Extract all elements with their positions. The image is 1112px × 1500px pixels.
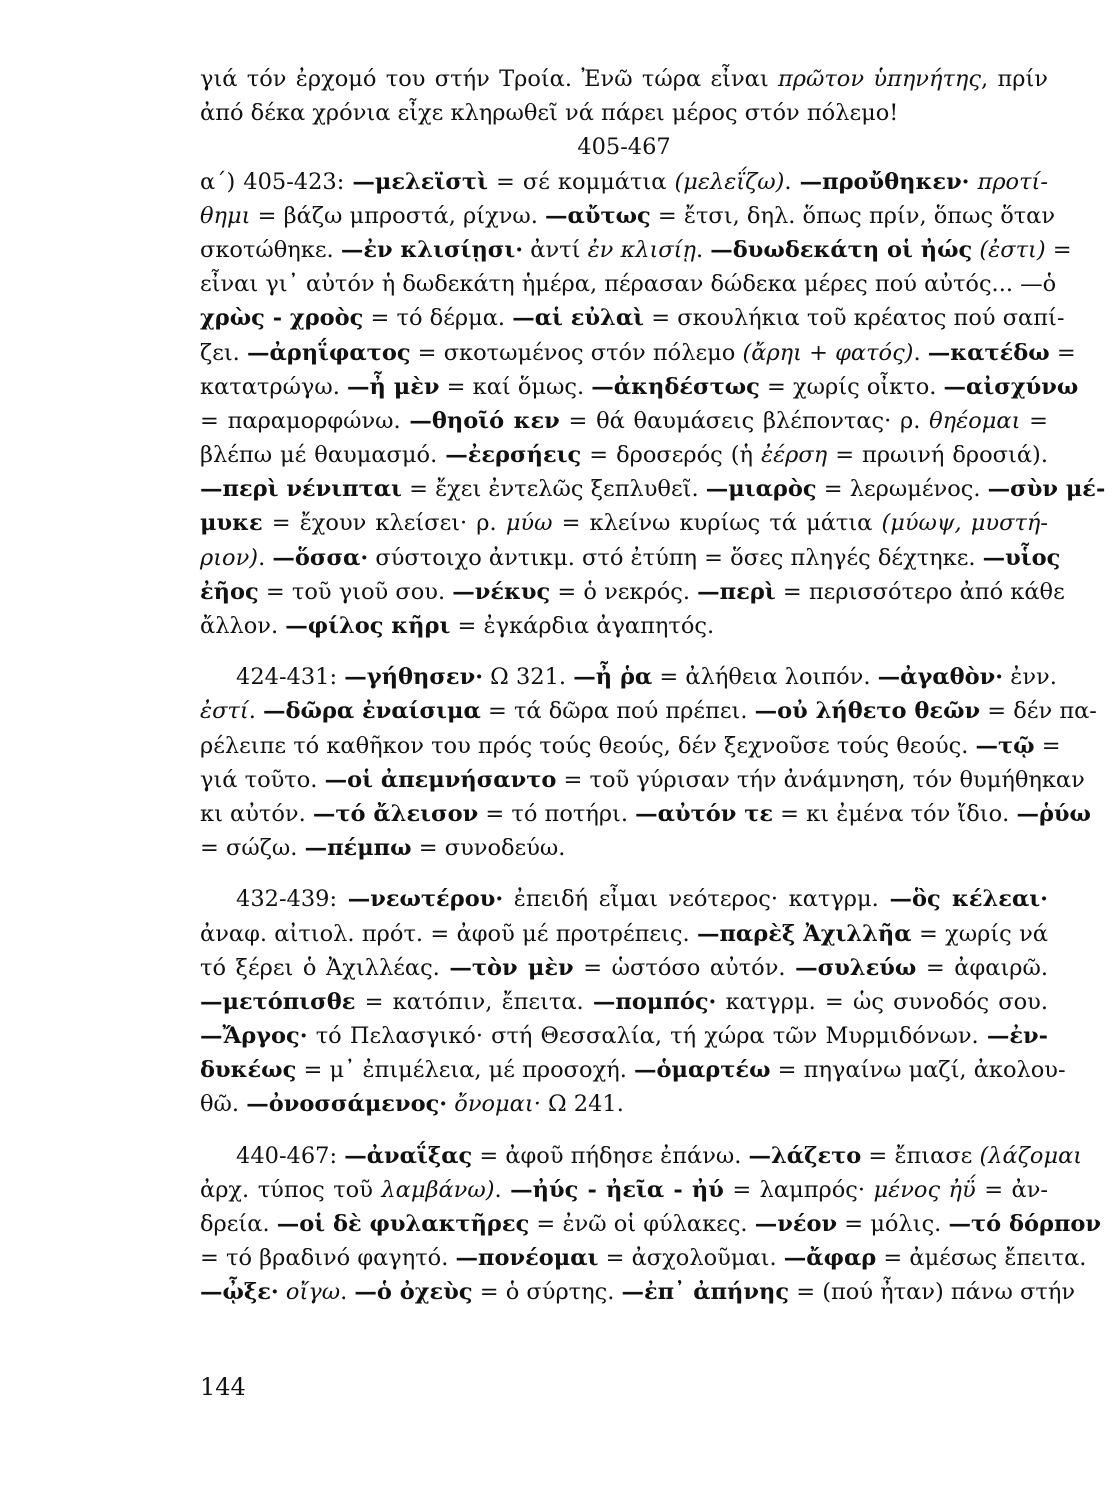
text-run: . [340,1279,355,1306]
lemma-bold: —νέον [754,1211,838,1237]
term-italic: λαμβάνω) [381,1176,495,1203]
lemma-bold: —ἐν κλισίῃσι· [340,236,524,263]
text-run: ἐνν. [1003,664,1057,691]
text-run: = βάζω μπροστά, ρίχνω. [250,202,546,229]
text-run: ἀρχ. τύπος τοῦ [200,1176,382,1203]
term-italic: ἐέρση [761,442,828,469]
text-line [200,882,1048,916]
text-run: = (πού ἦταν) πάνω στήν [789,1279,1075,1306]
text-line [200,1275,1075,1309]
text-run: = κι ἐμένα τόν ἴδιο. [773,800,1017,827]
text-run: τό ξέρει ὁ Ἀχιλλέας. [200,954,450,981]
text-line [200,199,1056,233]
text-line [200,438,1048,472]
text-run: γιά τοῦτο. [200,766,325,793]
term-italic: ἐν κλισίῃ [587,236,696,263]
text-run: Ω 241. [540,1091,624,1118]
lemma-bold: —ἀκηδέστως [591,373,760,400]
text-run [970,169,978,195]
text-line [200,336,1076,370]
lemma-bold: —ἦ ῥα [573,664,653,691]
text-run: = παραμορφώνω. [200,407,410,434]
text-run: = περισσότερο ἀπό κάθε [775,578,1065,605]
text-line [200,729,1061,763]
lemma-bold: —οὐ λήθετο θεῶν [754,698,981,725]
lemma-bold: —ἐν- [986,1023,1048,1050]
text-block [200,62,1106,1310]
text-run: . [695,236,711,263]
text-run: 424-431: [236,664,345,691]
text-run: = τό ποτήρι. [478,800,636,827]
text-run: = σώζω. [200,835,305,862]
text-run: σύστοιχο ἀντικμ. στό ἐτύπη = ὅσες πληγές δέχτηκε. [368,544,983,571]
text-run: εἶναι γι᾽ αὐτόν ἡ δωδεκάτη ἡμέρα, πέρασαν δώδεκα μέρες πού αὐτός... —ὁ [200,271,1057,298]
lemma-bold: —σὺν μέ- [987,476,1106,503]
text-run: = τοῦ γιοῦ σου. [258,578,453,605]
text-run: = ἔτσι, δηλ. ὅπως πρίν, ὅπως ὅταν [650,202,1056,229]
term-italic: ριον) [200,544,259,571]
lemma-bold: δυκέως [200,1057,297,1084]
text-run: = κατόπιν, ἔπειτα. [355,988,593,1015]
lemma-bold: —τό δόρπον [948,1211,1102,1237]
text-run: = ὡστόσο αὐτόν. [573,954,796,981]
text-run: = ἀσχολοῦμαι. [598,1245,784,1272]
term-italic: μένος ἠΰ [873,1176,976,1203]
text-run: = συνοδεύω. [411,835,566,862]
text-run: = μ᾽ ἐπιμέλεια, μέ προσοχή. [296,1057,634,1084]
text-line [200,233,1072,267]
lemma-bold: —περὶ [697,578,776,605]
text-line [200,62,1048,96]
text-line [200,694,1097,728]
text-run: γιά τόν ἐρχομό του στήν Τροία. Ἐνῶ τώρα εἶναι [200,66,778,92]
lemma-bold: —δυωδεκάτη οἱ ἠώς [710,236,973,263]
text-run: = [1034,732,1061,759]
text-line [200,575,1065,609]
lemma-bold: —ὅσσα· [272,544,369,571]
lemma-bold: —λάζετο [748,1142,862,1169]
lemma-bold: —οἱ ἀπεμνήσαντο [324,766,557,793]
lemma-bold: —ῥύω [1016,800,1091,827]
text-run: σκοτώθηκε. [200,236,341,263]
text-run: = λαμπρός· [723,1176,874,1203]
lemma-bold: —ἀναΐξας [344,1142,473,1169]
text-line [200,917,1048,951]
text-run: = χωρίς οἶκτο. [759,373,944,400]
lemma-bold: —ὀνοσσάμενος· [246,1091,448,1118]
text-run: = πηγαίνω μαζί, ἀκολου- [770,1057,1066,1084]
text-run: = σκουλήκια τοῦ κρέατος πού σαπί- [644,305,1065,332]
term-italic: (μελεΐζω) [674,168,785,195]
text-run: . [913,339,928,366]
text-run: , πρίν [980,66,1048,92]
text-run: τό Πελασγικό· στή Θεσσαλία, τή χώρα τῶν Μυρμιδόνων. [307,1023,987,1050]
text-run: κι αὐτόν. [200,800,313,827]
text-run: ἀπό δέκα χρόνια εἶχε κληρωθεῖ νά πάρει μέρος στόν πόλεμο! [200,100,899,127]
text-run: = ἀν- [975,1176,1049,1203]
lemma-bold: —ἀρηΐφατος [246,339,411,366]
text-run: ἀναφ. αἰτιολ. πρότ. = ἀφοῦ μέ προτρέπεις. [200,920,697,947]
text-run: ἄλλον. [200,613,286,639]
text-run: = ἀλήθεια λοιπόν. [652,664,878,691]
text-run: = ἀφοῦ πήδησε ἐπάνω. [472,1142,749,1169]
text-line [200,96,1048,130]
text-line [200,1019,1048,1053]
text-run: δρεία. [200,1211,277,1237]
text-line [200,472,1106,506]
lemma-bold: —περὶ νένιπται [200,476,402,503]
text-run: = [1045,236,1072,263]
lemma-bold: —κατέδω [927,339,1050,366]
text-run: . [258,544,273,571]
text-run: = τά δῶρα πού πρέπει. [480,698,755,725]
text-line [200,1207,1102,1241]
text-run: = χωρίς νά [911,920,1048,947]
term-italic: (μύωψ, μυστή- [881,510,1048,537]
lemma-bold: —ὁ ὀχεὺς [354,1279,473,1306]
text-line [200,660,1057,694]
lemma-bold: —υἷος [982,544,1061,571]
term-italic: (ἄρηι + φατός) [742,339,914,366]
text-run: κατγρμ. = ὡς συνοδός σου. [716,988,1048,1015]
term-italic: (ἐστι) [979,236,1046,263]
text-run: . [494,1176,511,1203]
text-line [200,165,1048,199]
text-line [200,1087,1048,1121]
lemma-bold: —τῷ [975,732,1035,759]
text-run: = [1049,339,1076,366]
lemma-bold: —ἐπ᾽ ἀπήνης [621,1279,790,1306]
text-run: . [248,698,264,725]
text-run [279,1279,286,1305]
text-run: = πρωινή δροσιά). [827,442,1048,469]
text-run: ἐπειδή εἶμαι νεότερος· κατγρμ. [503,886,890,913]
text-run: = σέ κομμάτια [487,168,675,195]
lemma-bold: —ἦ μὲν [347,373,440,400]
lemma-bold: —φίλος κῆρι [285,613,451,639]
lemma-bold: —αὐτόν τε [635,800,774,827]
lemma-bold: —ἠύς - ἠεῖα - ἠύ [510,1176,724,1203]
text-run: = τοῦ γύρισαν τήν ἀνάμνηση, τόν θυμήθηκαν [556,766,1085,793]
lemma-bold: —δῶρα ἐναίσιμα [263,698,481,725]
text-run: = ἔχει ἐντελῶς ξεπλυθεῖ. [401,476,706,503]
text-line [200,985,1048,1019]
lemma-bold: —τὸν μὲν [449,954,574,981]
text-run: Ω 321. [483,664,574,691]
text-run: = θά θαυμάσεις βλέποντας· ρ. [559,407,930,434]
text-run: ρέλειπε τό καθῆκον του πρός τούς θεούς, δέν ξεχνοῦσε τούς θεούς. [200,732,976,759]
text-line [200,1053,1066,1087]
text-run: = κλείνω κυρίως τά μάτια [552,510,882,537]
text-line [200,1241,1087,1275]
lemma-bold: —πέμπω [304,835,412,862]
term-italic: (λάζομαι [979,1142,1083,1169]
lemma-bold: —ἀγαθὸν· [877,664,1004,691]
text-run: = [1020,407,1048,434]
lemma-bold: —μιαρὸς [705,476,817,503]
text-run: βλέπω μέ θαυμασμό. [200,442,446,469]
text-run: ζει. [200,339,247,366]
text-run: = ἔπιασε [861,1142,980,1169]
text-run: = τό δέρμα. [363,305,513,332]
text-line [200,797,1091,831]
text-line [200,609,1048,643]
lemma-bold: ἐῆος [200,578,259,605]
lemma-bold: —μετόπισθε [200,988,356,1015]
term-italic: μύω [505,510,553,537]
text-run: θῶ. [200,1091,247,1118]
text-run: ἀντί [523,236,588,263]
text-run: = δέν πα- [980,698,1097,725]
lemma-bold: —παρὲξ Ἀχιλλῆα [696,920,912,947]
text-line [200,1173,1048,1207]
lemma-bold: —ὃς κέλεαι· [889,886,1048,913]
text-line [200,541,1061,575]
text-run: = ὁ νεκρός. [550,578,698,605]
term-italic: οἴγω [285,1279,341,1306]
term-italic: ἐστί [200,698,249,725]
page-number: 144 [200,1373,246,1401]
lemma-bold: —προὔθηκεν· [799,168,970,195]
lemma-bold: —τό ἄλεισον [312,800,479,827]
text-run: = καί ὅμως. [439,373,592,400]
lemma-bold: —συλεύω [795,954,917,981]
lemma-bold: —αὔτως [545,202,651,229]
lemma-bold: —μελεϊστὶ [352,168,488,195]
lemma-bold: —ὁμαρτέω [634,1057,771,1084]
text-line [200,951,1048,985]
text-run: = ὁ σύρτης. [472,1279,622,1306]
text-run: = ἐνῶ οἱ φύλακες. [529,1211,755,1237]
text-line [200,404,1048,438]
lemma-bold: —αἱ εὐλαὶ [512,305,645,332]
lemma-bold: —νέκυς [452,578,551,605]
section-heading: 405-467 [577,134,671,161]
lemma-bold: —αἰσχύνω [943,373,1079,400]
lemma-bold: —πονέομαι [455,1245,599,1272]
lemma-bold: —ἐερσήεις [445,442,582,469]
text-run: = ἀφαιρῶ. [916,954,1048,981]
text-line [200,301,1065,335]
lemma-bold: —ᾦξε· [200,1279,279,1306]
text-run: = σκοτωμένος στόν πόλεμο [410,339,743,366]
text-run: = δροσερός (ἡ [581,442,761,469]
text-run: α΄) 405-423: [200,168,353,195]
lemma-bold: —οἱ δὲ φυλακτῆρες [276,1211,530,1237]
text-run: = ἔχουν κλείσει· ρ. [262,510,506,537]
lemma-bold: —Ἄργος· [200,1023,308,1050]
text-run: 432-439: [236,886,348,913]
lemma-bold: χρὼς - χροὸς [200,305,364,332]
text-line [200,267,1057,301]
text-run: κατατρώγω. [200,373,348,400]
text-run: = τό βραδινό φαγητό. [200,1245,456,1272]
term-italic: πρῶτον ὑπηνήτης [777,66,981,92]
term-italic: προτί- [977,168,1048,195]
text-run: = ἀμέσως ἔπειτα. [876,1245,1087,1272]
text-line [200,831,1048,865]
text-run: = μόλις. [837,1211,949,1237]
lemma-bold: μυκε [200,510,263,537]
lemma-bold: —ἄφαρ [783,1245,877,1272]
lemma-bold: —θηοῖό κεν [409,407,560,434]
text-line [200,370,1079,404]
lemma-bold: —γήθησεν· [344,664,484,691]
text-line [200,506,1048,540]
lemma-bold: —πομπός· [592,988,717,1015]
text-line [200,763,1085,797]
lemma-bold: —νεωτέρου· [347,886,504,913]
term-italic: θηέομαι [929,407,1021,434]
text-line [200,1139,1083,1173]
text-run: . [784,168,800,195]
text-run: = ἐγκάρδια ἀγαπητός. [450,613,715,639]
text-run: 440-467: [236,1142,345,1169]
term-italic: ὄνομαι· [454,1091,541,1118]
text-run: = λερωμένος. [816,476,988,503]
term-italic: θημι [200,202,251,229]
